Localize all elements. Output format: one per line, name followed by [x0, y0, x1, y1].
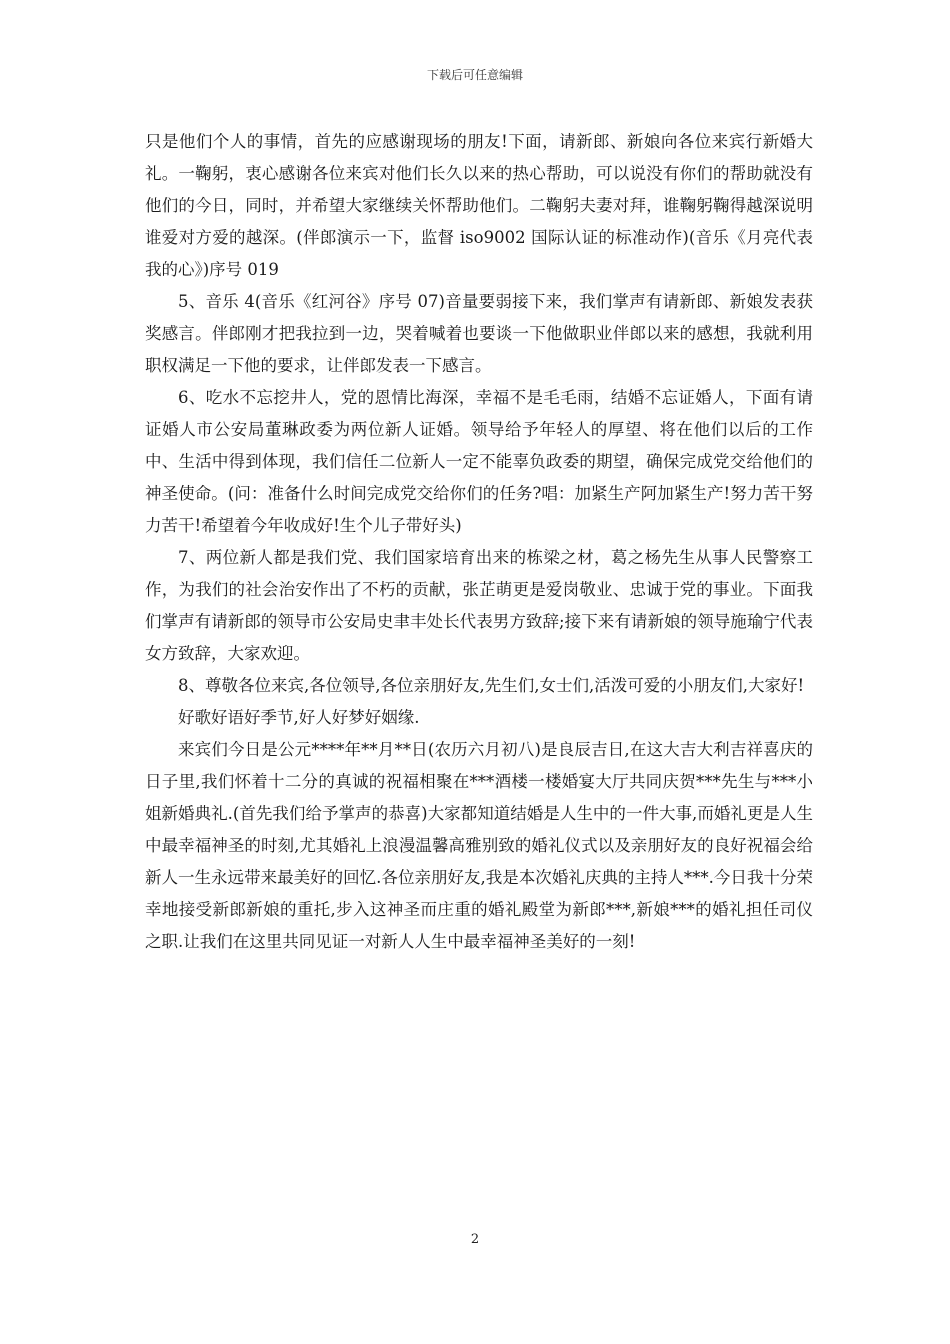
paragraph-item-7: 7、两位新人都是我们党、我们国家培育出来的栋梁之材，葛之杨先生从事人民警察工作，为我们的社会治安作出了不朽的贡献，张芷萌更是爱岗敬业、忠诚于党的事业。下面我们掌声有请新郎的领导市公安局史聿丰处长代表男方致辞;接下来有请新娘的领导施瑜宁代表女方致辞，大家欢迎。: [145, 548, 813, 663]
paragraph-continuation: 只是他们个人的事情，首先的应感谢现场的朋友!下面，请新郎、新娘向各位来宾行新婚大礼。一鞠躬，衷心感谢各位来宾对他们长久以来的热心帮助，可以说没有你们的帮助就没有他们的今日，同时，并希望大家继续关怀帮助他们。二鞠躬夫妻对拜，谁鞠躬鞠得越深说明谁爱对方爱的越深。(伴郎演示一下，监督 iso9002 国际认证的标准动作)(音乐《月亮代表我的心》)序号 019: [145, 132, 813, 279]
page-header: 下载后可任意编辑: [426, 68, 523, 82]
paragraph-item-5: 5、音乐 4(音乐《红河谷》序号 07)音量要弱接下来，我们掌声有请新郎、新娘发表获奖感言。伴郎刚才把我拉到一边，哭着喊着也要谈一下他做职业伴郎以来的感想，我就利用职权满足一下他的要求，让伴郎发表一下感言。: [145, 292, 813, 375]
document-body: [145, 126, 813, 958]
page-number: 2: [470, 1232, 480, 1247]
paragraph-couplet: 好歌好语好季节,好人好梦好姻缘.: [178, 708, 420, 727]
paragraph-item-8: 8、尊敬各位来宾,各位领导,各位亲朋好友,先生们,女士们,活泼可爱的小朋友们,大家好!: [178, 676, 805, 695]
paragraph-item-6: 6、吃水不忘挖井人，党的恩情比海深，幸福不是毛毛雨，结婚不忘证婚人，下面有请证婚人市公安局董琳政委为两位新人证婚。领导给予年轻人的厚望、将在他们以后的工作中、生活中得到体现，我们信任二位新人一定不能辜负政委的期望，确保完成党交给他们的神圣使命。(问：准备什么时间完成党交给你们的任务?唱：加紧生产阿加紧生产!努力苦干努力苦干!希望着今年收成好!生个儿子带好头): [145, 388, 813, 535]
paragraph-opening-speech: 来宾们今日是公元****年**月**日(农历六月初八)是良辰吉日,在这大吉大利吉祥喜庆的日子里,我们怀着十二分的真诚的祝福相聚在***酒楼一楼婚宴大厅共同庆贺***先生与***小姐新婚典礼.(首先我们给予掌声的恭喜)大家都知道结婚是人生中的一件大事,而婚礼更是人生中最幸福神圣的时刻,尤其婚礼上浪漫温馨高雅别致的婚礼仪式以及亲朋好友的良好祝福会给新人一生永远带来最美好的回忆.各位亲朋好友,我是本次婚礼庆典的主持人***.今日我十分荣幸地接受新郎新娘的重托,步入这神圣而庄重的婚礼殿堂为新郎***,新娘***的婚礼担任司仪之职.让我们在这里共同见证一对新人人生中最幸福神圣美好的一刻!: [145, 740, 813, 951]
